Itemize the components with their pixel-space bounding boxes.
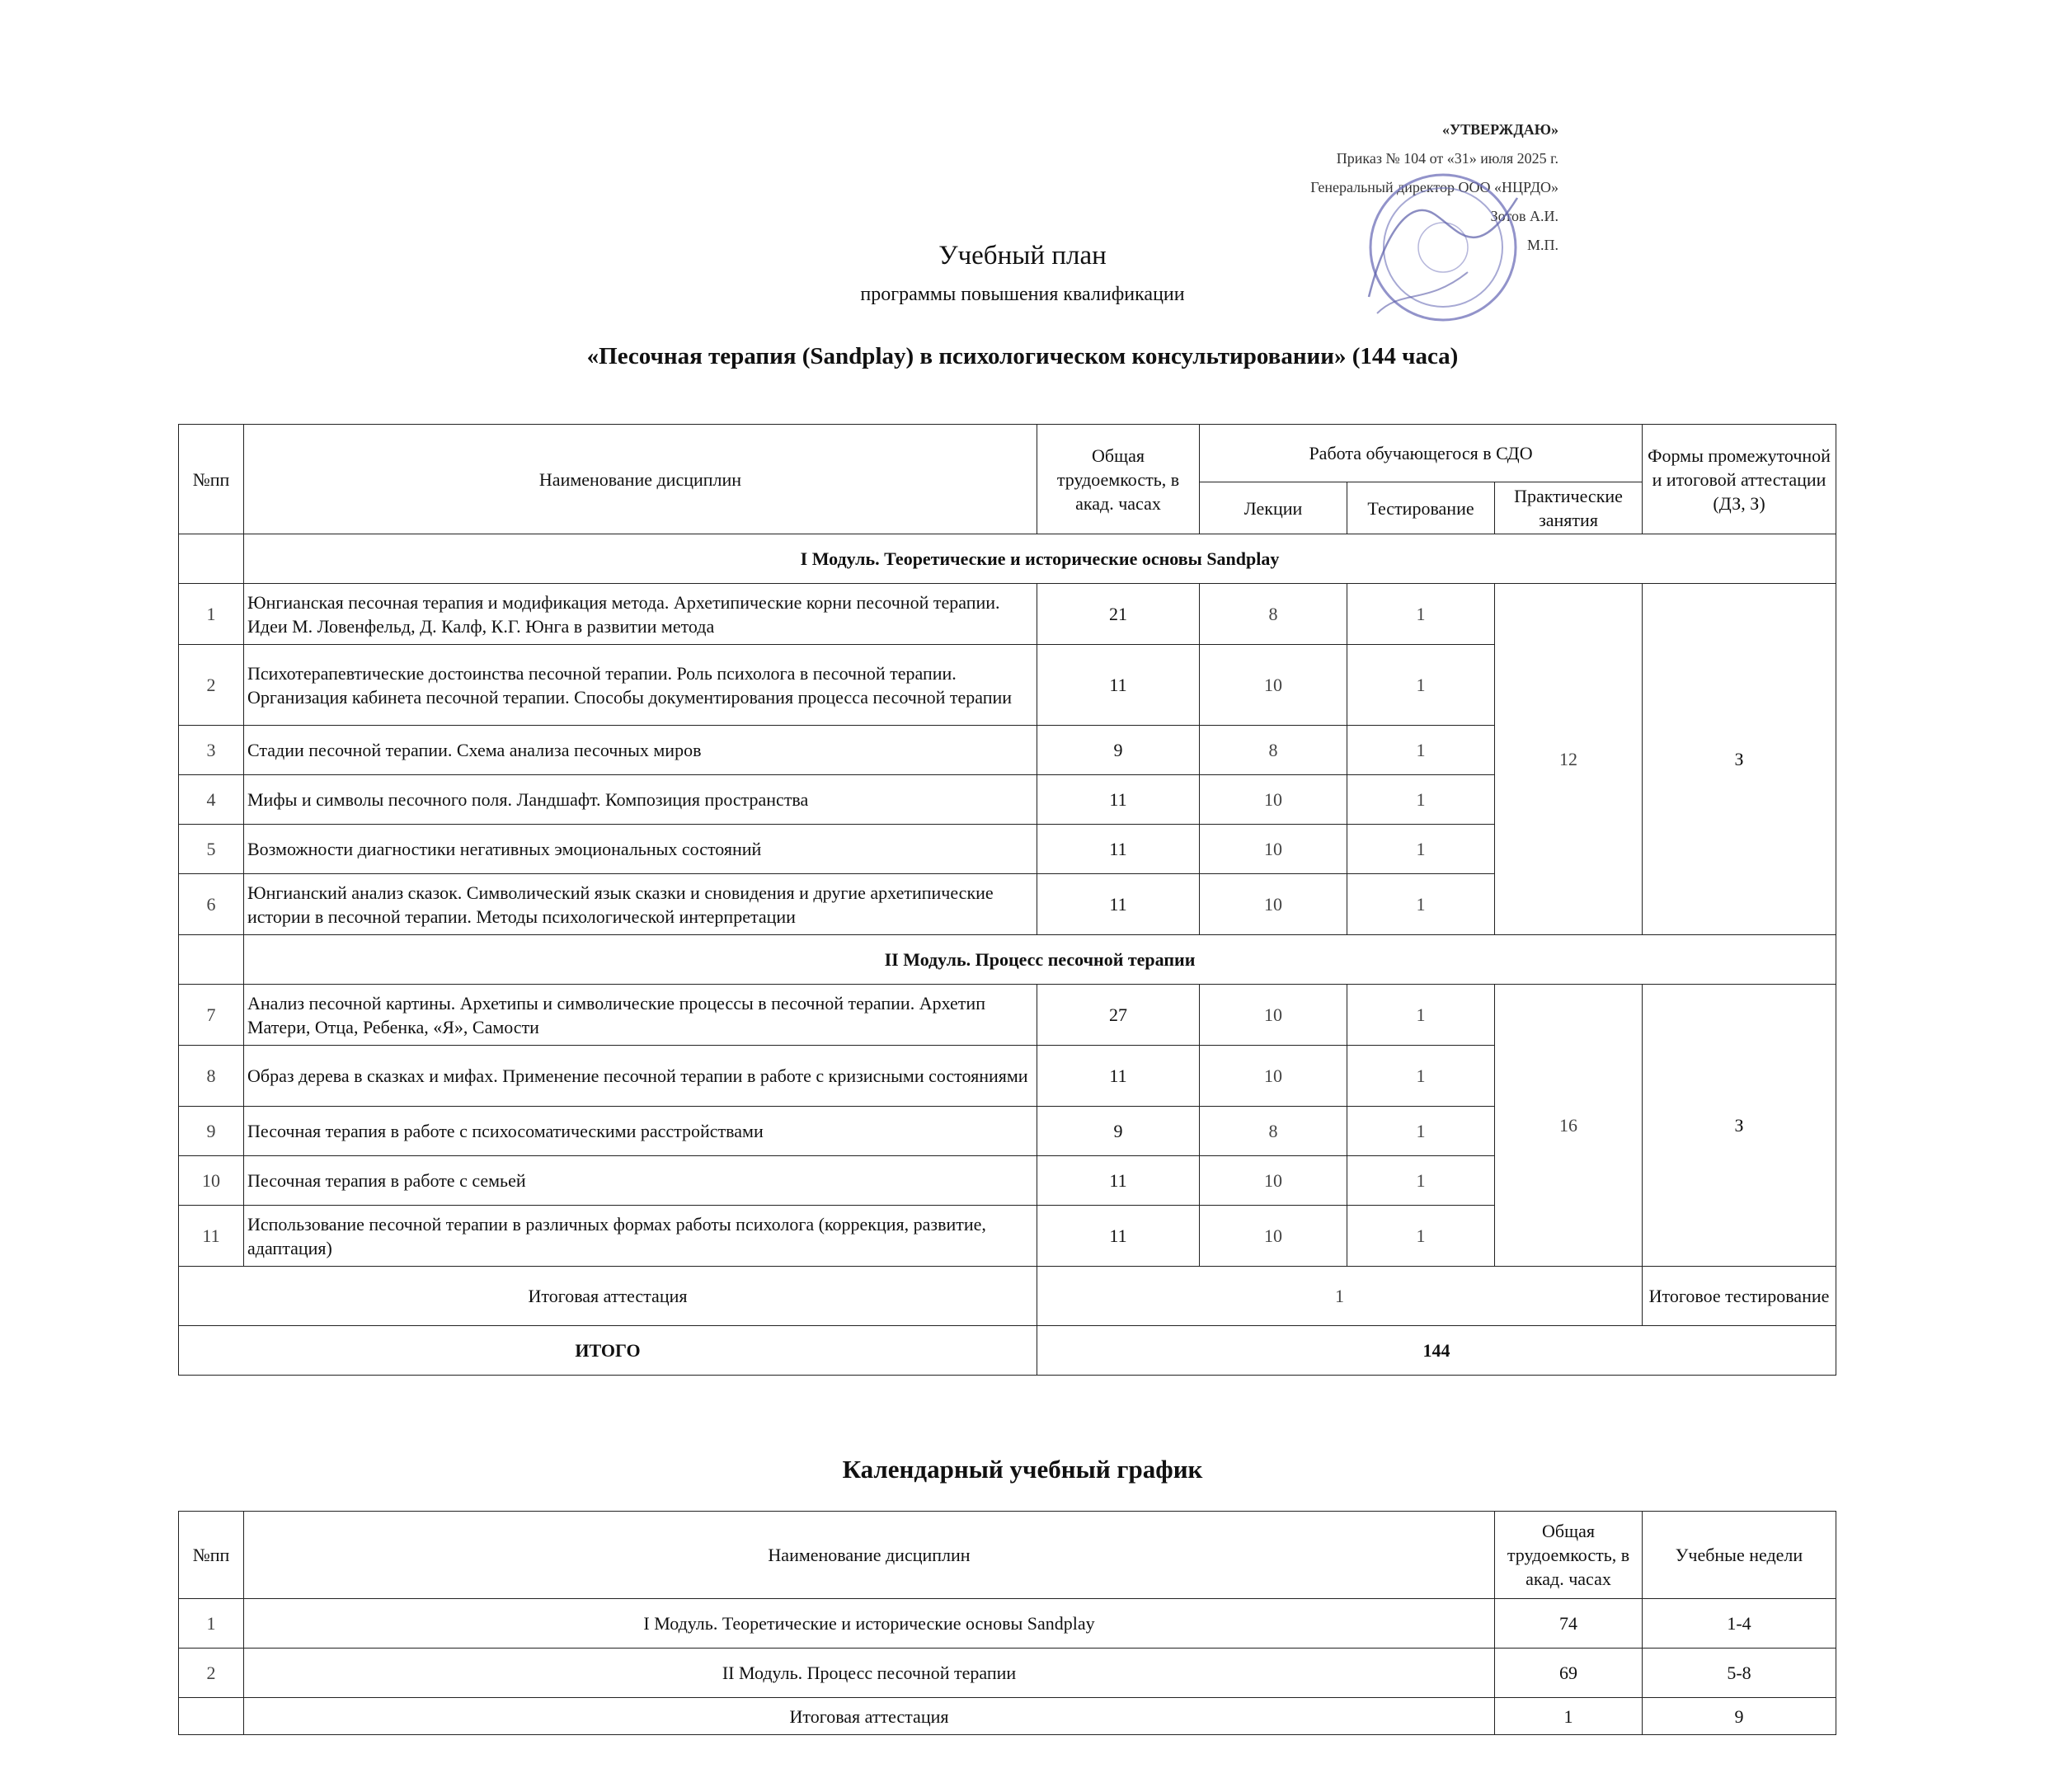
table-row bbox=[179, 985, 1836, 1046]
row-lectures: 8 bbox=[1200, 726, 1347, 775]
cal-header-name: Наименование дисциплин bbox=[244, 1512, 1495, 1599]
cal-row-num: 1 bbox=[179, 1599, 244, 1649]
document-title: Учебный план bbox=[938, 241, 1107, 270]
row-lectures: 10 bbox=[1200, 825, 1347, 874]
module-practice: 16 bbox=[1495, 985, 1643, 1267]
row-testing: 1 bbox=[1347, 1206, 1495, 1267]
table-row bbox=[179, 1599, 1836, 1649]
table-row bbox=[179, 1649, 1836, 1698]
cal-row-weeks: 9 bbox=[1643, 1698, 1836, 1735]
cal-row-name: I Модуль. Теоретические и исторические основы Sandplay bbox=[244, 1599, 1495, 1649]
row-num: 4 bbox=[179, 775, 244, 825]
row-testing: 1 bbox=[1347, 874, 1495, 935]
row-testing: 1 bbox=[1347, 775, 1495, 825]
cal-row-total: 69 bbox=[1495, 1649, 1643, 1698]
row-discipline: Песочная терапия в работе с психосоматическими расстройствами bbox=[244, 1107, 1037, 1156]
row-lectures: 10 bbox=[1200, 874, 1347, 935]
curriculum-table bbox=[178, 424, 1836, 1376]
cal-row-total: 74 bbox=[1495, 1599, 1643, 1649]
row-discipline: Психотерапевтические достоинства песочной терапии. Роль психолога в песочной терапии. Организация кабинета песочной терапии. Способы документирования процесса песочной терапии bbox=[244, 645, 1037, 726]
module-title: I Модуль. Теоретические и исторические основы Sandplay bbox=[244, 534, 1836, 584]
row-discipline: Образ дерева в сказках и мифах. Применение песочной терапии в работе с кризисными состояниями bbox=[244, 1046, 1037, 1107]
cal-header-total: Общая трудоемкость, в акад. часах bbox=[1495, 1512, 1643, 1599]
total-value: 144 bbox=[1037, 1326, 1836, 1376]
approval-title: «УТВЕРЖДАЮ» bbox=[1441, 121, 1558, 138]
row-testing: 1 bbox=[1347, 584, 1495, 645]
final-label: Итоговая аттестация bbox=[179, 1267, 1037, 1326]
row-discipline: Стадии песочной терапии. Схема анализа песочных миров bbox=[244, 726, 1037, 775]
approval-name: Зотов А.И. bbox=[1490, 208, 1558, 224]
row-discipline: Мифы и символы песочного поля. Ландшафт. Композиция пространства bbox=[244, 775, 1037, 825]
calendar-table bbox=[178, 1511, 1836, 1735]
row-num: 5 bbox=[179, 825, 244, 874]
module-1-rows bbox=[179, 584, 1836, 935]
row-testing: 1 bbox=[1347, 726, 1495, 775]
cal-row-name: Итоговая аттестация bbox=[244, 1698, 1495, 1735]
module-num bbox=[179, 534, 244, 584]
calendar-rows bbox=[179, 1599, 1836, 1735]
row-testing: 1 bbox=[1347, 1156, 1495, 1206]
final-row bbox=[179, 1267, 1836, 1326]
module-2-rows bbox=[179, 985, 1836, 1267]
row-discipline: Использование песочной терапии в различных формах работы психолога (коррекция, развитие, адаптация) bbox=[244, 1206, 1037, 1267]
cal-row-total: 1 bbox=[1495, 1698, 1643, 1735]
table-row bbox=[179, 1698, 1836, 1735]
header-total: Общая трудоемкость, в акад. часах bbox=[1037, 425, 1200, 534]
row-lectures: 10 bbox=[1200, 645, 1347, 726]
row-num: 7 bbox=[179, 985, 244, 1046]
module-form: З bbox=[1643, 584, 1836, 935]
row-discipline: Юнгианский анализ сказок. Символический язык сказки и сновидения и другие архетипические истории в песочной терапии. Методы психологической интерпретации bbox=[244, 874, 1037, 935]
row-total: 11 bbox=[1037, 1046, 1200, 1107]
total-label: ИТОГО bbox=[179, 1326, 1037, 1376]
header-testing: Тестирование bbox=[1347, 482, 1495, 534]
row-total: 11 bbox=[1037, 1206, 1200, 1267]
header-practice: Практические занятия bbox=[1495, 482, 1643, 534]
cal-header-num: №пп bbox=[179, 1512, 244, 1599]
row-lectures: 10 bbox=[1200, 775, 1347, 825]
row-lectures: 10 bbox=[1200, 985, 1347, 1046]
module-num bbox=[179, 935, 244, 985]
row-num: 2 bbox=[179, 645, 244, 726]
header-name: Наименование дисциплин bbox=[244, 425, 1037, 534]
cal-header-weeks: Учебные недели bbox=[1643, 1512, 1836, 1599]
module-row bbox=[179, 534, 1836, 584]
row-num: 3 bbox=[179, 726, 244, 775]
row-discipline: Юнгианская песочная терапия и модификация метода. Архетипические корни песочной терапии. Идеи М. Ловенфельд, Д. Калф, К.Г. Юнга в развитии метода bbox=[244, 584, 1037, 645]
approval-order: Приказ № 104 от «31» июля 2025 г. bbox=[1336, 150, 1558, 167]
row-lectures: 10 bbox=[1200, 1156, 1347, 1206]
row-testing: 1 bbox=[1347, 825, 1495, 874]
cal-row-num bbox=[179, 1698, 244, 1735]
header-num: №пп bbox=[179, 425, 244, 534]
row-discipline: Анализ песочной картины. Архетипы и символические процессы в песочной терапии. Архетип Матери, Отца, Ребенка, «Я», Самости bbox=[244, 985, 1037, 1046]
row-discipline: Песочная терапия в работе с семьей bbox=[244, 1156, 1037, 1206]
final-form: Итоговое тестирование bbox=[1643, 1267, 1836, 1326]
approval-position: Генеральный директор ООО «НЦРДО» bbox=[1310, 179, 1558, 195]
program-title: «Песочная терапия (Sandplay) в психологическом консультировании» (144 часа) bbox=[586, 343, 1459, 369]
row-num: 6 bbox=[179, 874, 244, 935]
row-total: 9 bbox=[1037, 1107, 1200, 1156]
row-lectures: 8 bbox=[1200, 1107, 1347, 1156]
header-work: Работа обучающегося в СДО bbox=[1200, 425, 1643, 482]
row-lectures: 10 bbox=[1200, 1206, 1347, 1267]
header-lectures: Лекции bbox=[1200, 482, 1347, 534]
row-testing: 1 bbox=[1347, 1107, 1495, 1156]
row-testing: 1 bbox=[1347, 645, 1495, 726]
document-subtitle: программы повышения квалификации bbox=[860, 284, 1185, 305]
cal-row-weeks: 1-4 bbox=[1643, 1599, 1836, 1649]
module-row bbox=[179, 935, 1836, 985]
header-forms: Формы промежуточной и итоговой аттестации (ДЗ, З) bbox=[1643, 425, 1836, 534]
row-total: 11 bbox=[1037, 775, 1200, 825]
row-lectures: 10 bbox=[1200, 1046, 1347, 1107]
row-num: 8 bbox=[179, 1046, 244, 1107]
row-total: 9 bbox=[1037, 726, 1200, 775]
cal-row-num: 2 bbox=[179, 1649, 244, 1698]
row-testing: 1 bbox=[1347, 985, 1495, 1046]
row-testing: 1 bbox=[1347, 1046, 1495, 1107]
cal-row-weeks: 5-8 bbox=[1643, 1649, 1836, 1698]
approval-mp: М.П. bbox=[1526, 237, 1558, 253]
row-total: 11 bbox=[1037, 874, 1200, 935]
row-num: 1 bbox=[179, 584, 244, 645]
row-total: 27 bbox=[1037, 985, 1200, 1046]
module-practice: 12 bbox=[1495, 584, 1643, 935]
final-value: 1 bbox=[1037, 1267, 1643, 1326]
row-lectures: 8 bbox=[1200, 584, 1347, 645]
row-num: 10 bbox=[179, 1156, 244, 1206]
row-discipline: Возможности диагностики негативных эмоциональных состояний bbox=[244, 825, 1037, 874]
row-total: 11 bbox=[1037, 645, 1200, 726]
table-row bbox=[179, 584, 1836, 645]
module-title: II Модуль. Процесс песочной терапии bbox=[244, 935, 1836, 985]
row-total: 21 bbox=[1037, 584, 1200, 645]
module-form: З bbox=[1643, 985, 1836, 1267]
total-row bbox=[179, 1326, 1836, 1376]
row-total: 11 bbox=[1037, 825, 1200, 874]
row-total: 11 bbox=[1037, 1156, 1200, 1206]
row-num: 9 bbox=[179, 1107, 244, 1156]
calendar-title: Календарный учебный график bbox=[842, 1455, 1203, 1484]
row-num: 11 bbox=[179, 1206, 244, 1267]
cal-row-name: II Модуль. Процесс песочной терапии bbox=[244, 1649, 1495, 1698]
